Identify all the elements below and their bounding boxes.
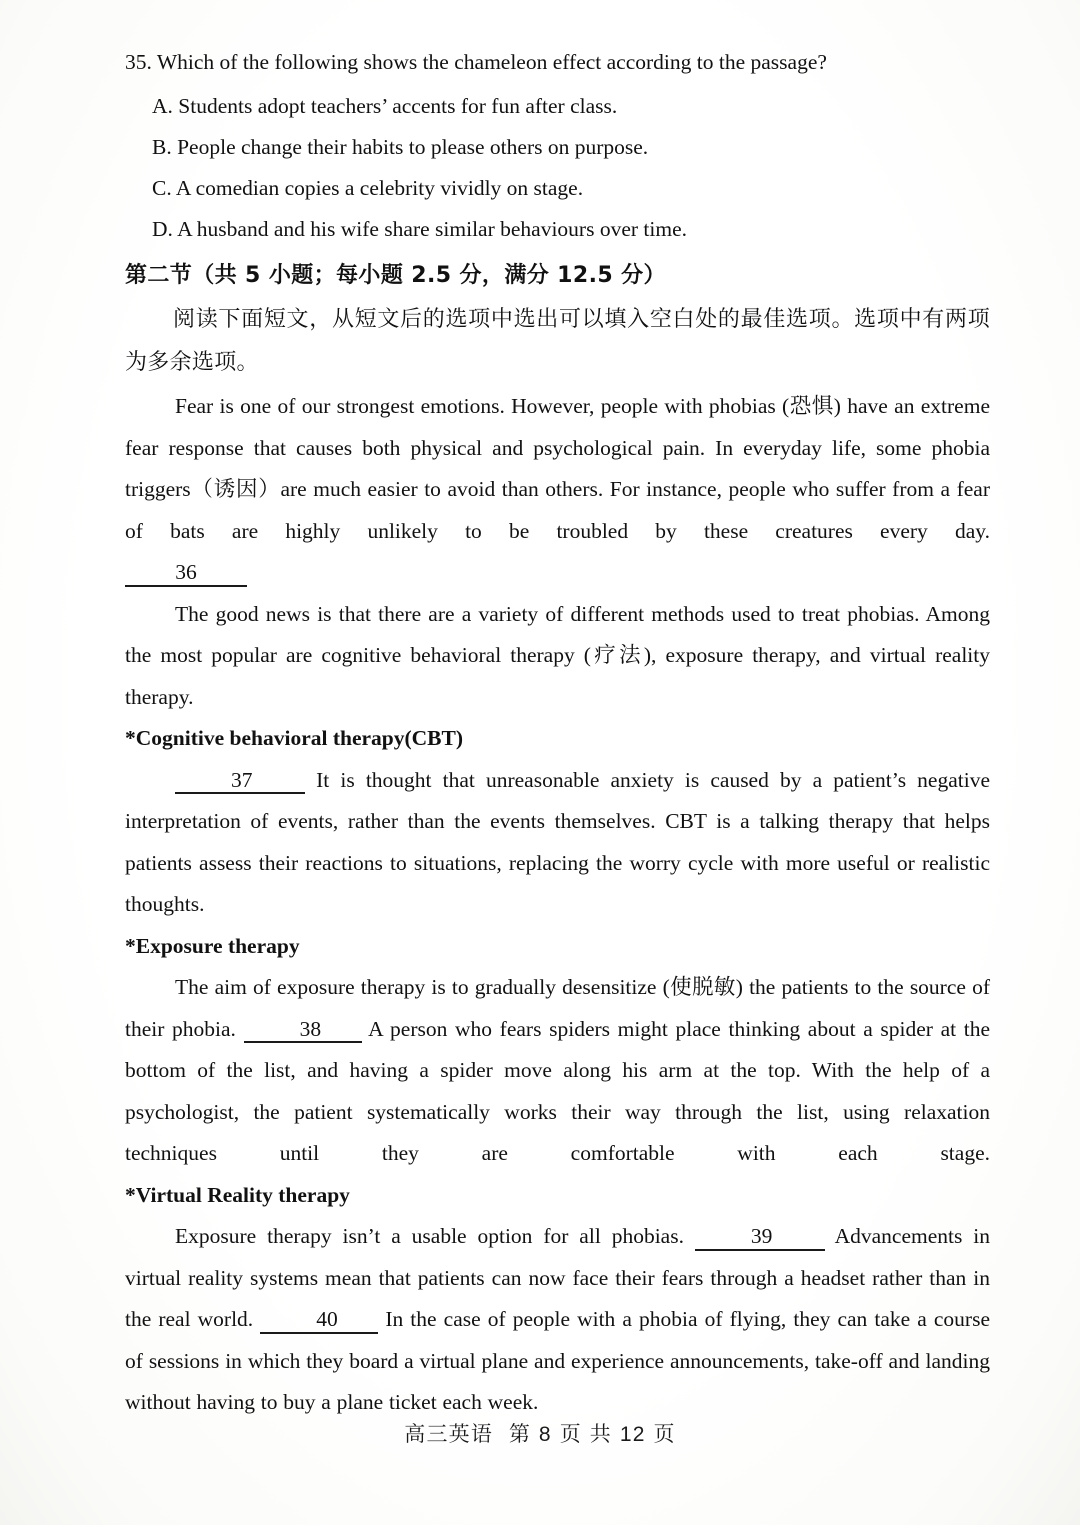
- passage-paragraph-4-text-b: A person who fears spiders might place thinking about a spider at the bottom of the list, and having a spider move along his arm at the top. With the help of a psychologist, the patient systematically works their way through the list, using relaxation techniques until they are comfortable with each stage.: [125, 1016, 990, 1165]
- question-35-option-b: B. People change their habits to please others on purpose.: [152, 135, 649, 159]
- passage-paragraph-5: [125, 1216, 990, 1424]
- section-two-instruction: 阅读下面短文，从短文后的选项中选出可以填入空白处的最佳选项。选项中有两项为多余选项。: [125, 307, 990, 375]
- passage-paragraph-2: The good news is that there are a variety of different methods used to treat phobias. Among the most popular are cognitive behavioral therapy (疗法), exposure therapy, and virtual reality therapy.: [125, 601, 990, 709]
- question-35-stem: 35. Which of the following shows the chameleon effect according to the passage?: [125, 50, 827, 74]
- passage-paragraph-5-text-c: In the case of people with a phobia of flying, they can take a course of sessions in which they board a virtual plane and experience announcements, take-off and landing without having to buy a plane ticket each week.: [125, 1307, 990, 1414]
- footer-page-number: 8: [538, 1423, 552, 1446]
- blank-37[interactable]: 37: [175, 768, 305, 795]
- question-35-option-a: A. Students adopt teachers’ accents for fun after class.: [152, 94, 618, 118]
- blank-36[interactable]: 36: [125, 560, 247, 587]
- subheading-exposure-therapy: *Exposure therapy: [125, 933, 300, 958]
- passage-paragraph-5-text-a: Exposure therapy isn’t a usable option for all phobias.: [175, 1224, 684, 1248]
- footer-total-pages: 12: [619, 1423, 646, 1446]
- footer-page-label-post: 页: [653, 1422, 676, 1446]
- question-35-option-d: D. A husband and his wife share similar behaviours over time.: [152, 217, 688, 241]
- passage-paragraph-3-line: [125, 760, 990, 926]
- passage-paragraph-4-text-a: The aim of exposure therapy is to gradually desensitize (使脱敏) the patients to the source of their phobia.: [125, 975, 990, 1041]
- passage-paragraph-4: [125, 967, 990, 1175]
- section-two-heading: 第二节（共 5 小题；每小题 2.5 分，满分 12.5 分）: [125, 263, 666, 288]
- subheading-cbt: *Cognitive behavioral therapy(CBT): [125, 726, 464, 750]
- question-35-option-c: C. A comedian copies a celebrity vividly on stage.: [152, 176, 584, 200]
- footer-page-label-pre: 第: [508, 1422, 532, 1446]
- footer-subject: 高三英语: [404, 1422, 494, 1446]
- subheading-virtual-reality-therapy: *Virtual Reality therapy: [125, 1182, 350, 1207]
- page-footer: [0, 1418, 1080, 1448]
- footer-page-label-mid: 页 共: [559, 1422, 612, 1446]
- passage-paragraph-5-text-b: Advancements in virtual reality systems mean that patients can now face their fears through a headset rather than in the real world.: [125, 1224, 990, 1331]
- passage-paragraph-1: Fear is one of our strongest emotions. However, people with phobias (恐惧) have an extreme fear response that causes both physical and psychological pain. In everyday life, some phobia triggers（诱因）are much easier to avoid than others. For instance, people who suffer from a fear of bats are highly unlikely to be troubled by these creatures every day.: [125, 394, 990, 543]
- passage-paragraph-3-text: It is thought that unreasonable anxiety is caused by a patient’s negative interpretation of events, rather than the events themselves. CBT is a talking therapy that helps patients assess their reactions to situations, replacing the worry cycle with more useful or realistic thoughts.: [125, 767, 991, 916]
- blank-40[interactable]: 40: [260, 1307, 378, 1334]
- blank-39[interactable]: 39: [695, 1224, 825, 1251]
- blank-38[interactable]: 38: [244, 1017, 362, 1044]
- blank-36-line: [125, 552, 990, 594]
